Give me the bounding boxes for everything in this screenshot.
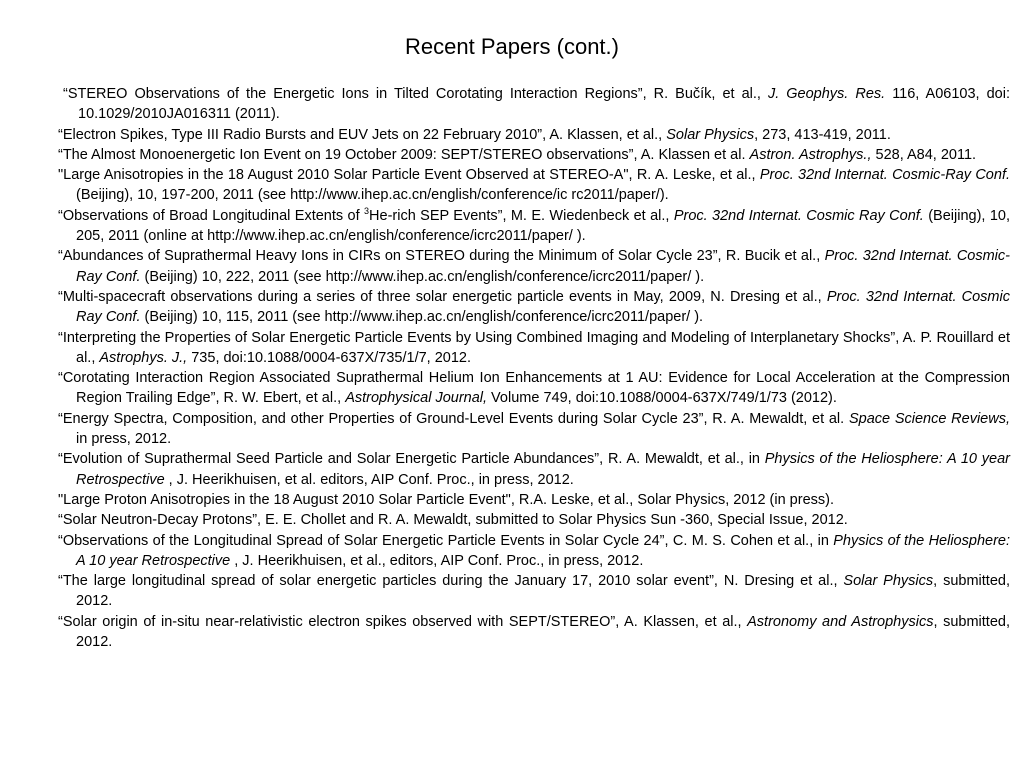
reference-item: [58, 125, 1010, 145]
reference-text: in press, 2012.: [76, 431, 172, 448]
reference-text: “The large longitudinal spread of solar energetic particles during the January 17, 2010 solar event”, N. Dresing et al.,: [58, 573, 844, 590]
reference-text: 116, A06103, doi: 10.1029/2010JA016311 (2011).: [78, 86, 1010, 123]
reference-text: “Observations of the Longitudinal Spread of Solar Energetic Particle Events in Solar Cycle 24”, C. M. S. Cohen et al., in: [58, 532, 834, 549]
reference-journal: Proc. 32nd Internat. Cosmic Ray Conf.: [673, 207, 924, 224]
reference-item: [58, 531, 1010, 572]
reference-journal: Astron. Astrophys.,: [749, 146, 872, 163]
reference-text: “Corotating Interaction Region Associated Suprathermal Helium Ion Enhancements at 1 AU: Evidence for Local Acceleration at the Compression Region Trailing Edge”, R. W. Ebert, et al.,: [58, 370, 1010, 407]
reference-journal: Proc. 32nd Internat. Cosmic Ray Conf.: [76, 288, 1010, 326]
reference-item: [58, 409, 1010, 450]
reference-item: [58, 145, 1010, 165]
reference-journal: Physics of the Heliosphere: A 10 year Retrospective: [76, 532, 1010, 569]
reference-item: [58, 368, 1010, 409]
reference-item: [58, 246, 1010, 287]
reference-text: “The Almost Monoenergetic Ion Event on 19 October 2009: SEPT/STEREO observations”, A. Klassen et al.: [58, 146, 750, 163]
reference-text: “Observations of Broad Longitudinal Extents of: [58, 207, 365, 224]
reference-text: “Multi-spacecraft observations during a series of three solar energetic particle events in May, 2009, N. Dresing et al.,: [58, 288, 827, 305]
reference-text: "Large Proton Anisotropies in the 18 August 2010 Solar Particle Event", R.A. Leske, et al., Solar Physics, 2012 (in press).: [58, 491, 834, 508]
reference-text: “Interpreting the Properties of Solar Energetic Particle Events by Using Combined Imaging and Modeling of Interplanetary Shocks”, A. P. Rouillard et al.,: [58, 329, 1010, 366]
reference-item: [58, 287, 1010, 328]
reference-journal: Astrophysical Journal,: [345, 390, 488, 407]
reference-item: [58, 165, 1010, 206]
reference-journal: Astrophys. J.,: [99, 349, 188, 366]
page-title: Recent Papers (cont.): [405, 34, 619, 59]
reference-journal: Proc. 32nd Internat. Cosmic-Ray Conf.: [759, 167, 1010, 184]
reference-item: [58, 206, 1010, 247]
reference-text: , submitted, 2012.: [76, 573, 1010, 610]
reference-item: [58, 449, 1010, 490]
reference-journal: Space Science Reviews,: [848, 410, 1010, 427]
reference-item: [58, 84, 1010, 125]
reference-journal: J. Geophys. Res.: [767, 86, 886, 102]
reference-journal: Physics of the Heliosphere: A 10 year Retrospective: [76, 451, 1010, 488]
reference-item: [58, 612, 1010, 653]
reference-journal: Proc. 32nd Internat. Cosmic-Ray Conf.: [76, 248, 1010, 285]
superscript: 3: [364, 205, 370, 216]
reference-item: [58, 490, 1010, 510]
reference-text: 528, A84, 2011.: [871, 146, 977, 163]
reference-item: [58, 510, 1010, 530]
reference-text: (Beijing) 10, 222, 2011 (see http://www.ihep.ac.cn/english/conference/icrc2011/paper/ ).: [140, 268, 705, 285]
reference-text: “Electron Spikes, Type III Radio Bursts and EUV Jets on 22 February 2010”, A. Klassen, et al.,: [58, 126, 667, 143]
reference-text: , submitted, 2012.: [76, 613, 1010, 651]
reference-text: (Beijing) 10, 115, 2011 (see http://www.ihep.ac.cn/english/conference/icrc2011/paper/ ).: [140, 309, 704, 326]
reference-item: [58, 328, 1010, 369]
reference-text: “Solar origin of in-situ near-relativistic electron spikes observed with SEPT/STEREO”, A. Klassen, et al.,: [58, 613, 748, 630]
reference-text: “Solar Neutron-Decay Protons”, E. E. Chollet and R. A. Mewaldt, submitted to Solar Physics Sun -360, Special Issue, 2012.: [58, 512, 848, 529]
reference-journal: Solar Physics: [666, 126, 755, 143]
reference-text: , J. Heerikhuisen, et al., editors, AIP Conf. Proc., in press, 2012.: [230, 552, 644, 569]
reference-journal: Solar Physics: [843, 573, 934, 590]
reference-text: “STEREO Observations of the Energetic Ions in Tilted Corotating Interaction Regions”, R. Bučík, et al.,: [63, 86, 768, 102]
reference-text: 735, doi:10.1088/0004-637X/735/1/7, 2012.: [187, 349, 472, 366]
reference-text: Volume 749, doi:10.1088/0004-637X/749/1/73 (2012).: [487, 390, 837, 407]
reference-text: (Beijing), 10, 197-200, 2011 (see http://www.ihep.ac.cn/english/conference/ic rc2011/paper/).: [76, 187, 669, 204]
reference-text: “Abundances of Suprathermal Heavy Ions in CIRs on STEREO during the Minimum of Solar Cycle 23”, R. Bucik et al.,: [58, 248, 825, 265]
reference-text: , 273, 413-419, 2011.: [754, 126, 891, 143]
reference-text: He-rich SEP Events”, M. E. Wiedenbeck et al.,: [369, 207, 674, 224]
reference-text: , J. Heerikhuisen, et al. editors, AIP Conf. Proc., in press, 2012.: [164, 471, 574, 488]
reference-text: “Energy Spectra, Composition, and other Properties of Ground-Level Events during Solar Cycle 23”, R. A. Mewaldt, et al.: [58, 410, 849, 427]
reference-item: [58, 571, 1010, 612]
reference-text: “Evolution of Suprathermal Seed Particle and Solar Energetic Particle Abundances”, R. A. Mewaldt, et al., in: [58, 451, 765, 468]
reference-text: "Large Anisotropies in the 18 August 2010 Solar Particle Event Observed at STEREO-A", R. A. Leske, et al.,: [58, 167, 760, 184]
reference-list: [58, 84, 1010, 652]
reference-text: (Beijing), 10, 205, 2011 (online at http://www.ihep.ac.cn/english/conference/icrc2011/paper/ ).: [76, 207, 1010, 245]
reference-journal: Astronomy and Astrophysics: [747, 613, 934, 630]
